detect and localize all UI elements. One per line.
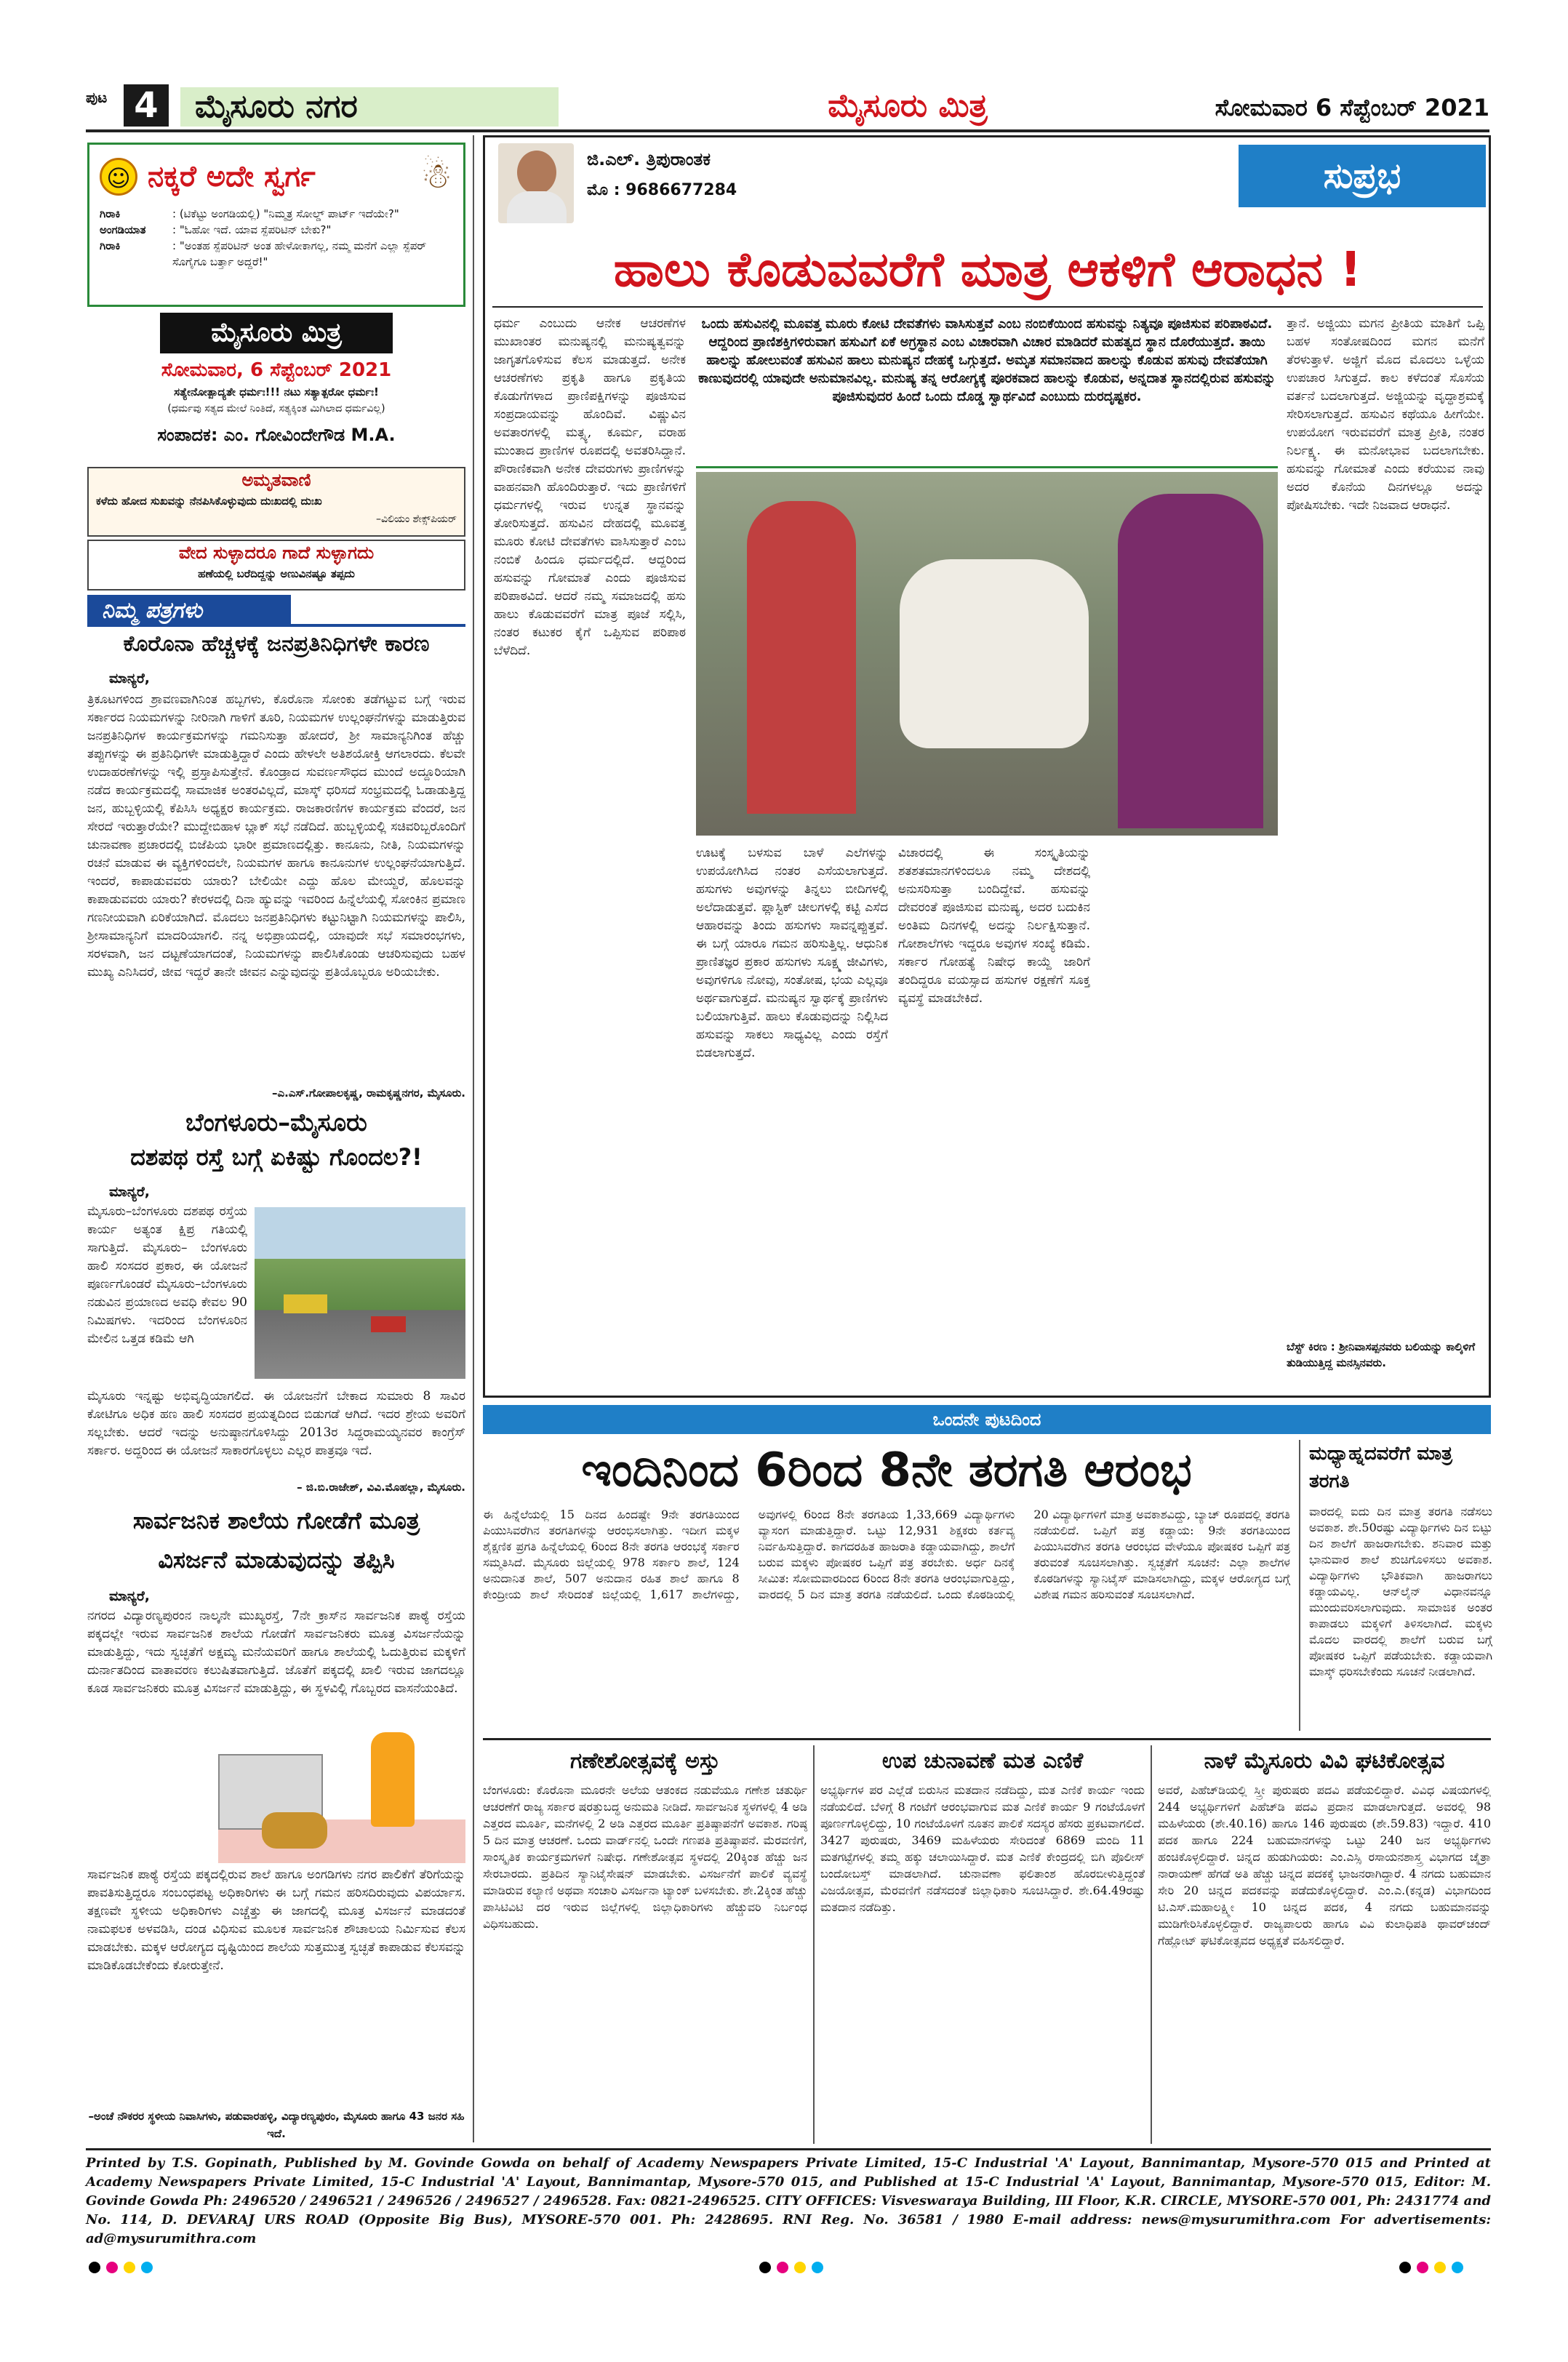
letter-salutation: ಮಾನ್ಯರೆ, [109,1184,150,1200]
letter-2 [87,1108,465,1501]
proverb-box [87,540,465,590]
feature-lead-rule [696,466,1278,468]
header-date: ಸೋಮವಾರ 6 ಸೆಪ್ಟೆಂಬರ್ 2021 [1215,94,1489,121]
midday-title: ಮಧ್ಯಾಹ್ನದವರೆಗೆ ಮಾತ್ರ ತರಗತಿ [1309,1443,1453,1492]
letter-title: ಸಾರ್ವಜನಿಕ ಶಾಲೆಯ ಗೋಡೆಗೆ ಮೂತ್ರ [132,1507,420,1534]
letter-signature: –ಅಂಚೆ ನೌಕರರ ಸ್ಥಳೀಯ ನಿವಾಸಿಗಳು, ಪಡುವಾರಹಳ್ಳಿ, ವಿದ್ಯಾರಣ್ಯಪುರಂ, ಮೈಸೂರು ಹಾಗೂ 43 ಜನರ ಸಹಿ ಇದೆ. [88,2110,465,2140]
feature-signature: ಬೆಸ್ಟ್ ಕಿರಣ : ಶ್ರೀನಿವಾಸಪ್ಪನವರು ಬಲಿಯನ್ನು ಕಾಲ್ಕಿಳಿಗೆ ತುಡಿಯುತ್ತಿದ್ದ ಮನಸ್ಸಿನವರು. [1287,1340,1476,1369]
letters-header: ನಿಮ್ಮ ಪತ್ರಗಳು [87,595,291,627]
print-dot [1452,2262,1463,2273]
print-dot [1399,2262,1411,2273]
proverb-title: ವೇದ ಸುಳ್ಳಾದರೂ ಗಾದೆ ಸುಳ್ಳಾಗದು [178,543,375,563]
page-label: ಪುಟ [86,89,108,106]
feature-headline: ಹಾಲು ಕೊಡುವವರೆಗೆ ಮಾತ್ರ ಆಕಳಿಗೆ ಆರಾಧನ ! [613,241,1362,297]
section-title: ಮೈಸೂರು ನಗರ [180,87,559,127]
brief-body: ಅವರೆ, ಪಿಹೆಚ್‌ಡಿಯಲ್ಲಿ ಸ್ತ್ರೀ ಪುರುಷರು ಪದವಿ ಪಡೆಯಲಿದ್ದಾರೆ. ವಿವಿಧ ವಿಷಯಗಳಲ್ಲಿ 244 ಅಭ್ಯರ್ಥಿಗಳಿಗೆ ಪಿಹೆಚ್‌ಡಿ ಪದವಿ ಪ್ರದಾನ ಮಾಡಲಾಗುತ್ತದೆ. ಅವರಲ್ಲಿ 98 ಮಹಿಳೆಯರು (ಶೇ.40.16) ಹಾಗೂ 146 ಪುರುಷರು (ಶೇ.59.83) ಇದ್ದಾರೆ. 410 ಪದಕ ಹಾಗೂ 224 ಬಹುಮಾನಗಳನ್ನು ಒಟ್ಟು 240 ಜನ ಅಭ್ಯರ್ಥಿಗಳು ಹಂಚಿಕೊಳ್ಳಲಿದ್ದಾರೆ. ಚಿನ್ನದ ಹುಡುಗಿಯರು: ಎಂ.ಎಸ್ಸಿ ರಸಾಯನಶಾಸ್ತ್ರ ವಿಭಾಗದ ಚೈತ್ರಾ ನಾರಾಯಣ್ ಹೆಗಡೆ ಅತಿ ಹೆಚ್ಚು ಚಿನ್ನದ ಪದಕಕ್ಕೆ ಭಾಜನರಾಗಿದ್ದಾರೆ. 4 ನಗದು ಬಹುಮಾನ ಸೇರಿ 20 ಚಿನ್ನದ ಪದಕವನ್ನು ಪಡೆದುಕೊಳ್ಳಲಿದ್ದಾರೆ. ಎಂ.ಎ.(ಕನ್ನಡ) ವಿಭಾಗದಿಂದ ಟಿ.ಎಸ್.ಮಹಾಲಕ್ಷ್ಮೀ 10 ಚಿನ್ನದ ಪದಕ, 4 ನಗದು ಬಹುಮಾನವನ್ನು ಮುಡಿಗೇರಿಸಿಕೊಳ್ಳಲಿದ್ದಾರೆ. ರಾಜ್ಯಪಾಲರು ಹಾಗೂ ವಿವಿ ಕುಲಾಧಿಪತಿ ಥಾವರ್‌ಚಂದ್ ಗೆಹ್ಲೋಟ್ ಘಟಿಕೋತ್ಸವದ ಅಧ್ಯಕ್ಷತೆ ವಹಿಸಲಿದ್ದಾರೆ. [1158,1783,1491,1947]
imprint-tagline-translation: (ಧರ್ಮವು ಸತ್ಯದ ಮೇಲೆ ನಿಂತಿದೆ, ಸತ್ಯಕ್ಕಿಂತ ಮಿಗಿಲಾದ ಧರ್ಮವಿಲ್ಲ) [167,403,385,415]
midday-box [1299,1440,1491,1731]
brief-title: ಉಪ ಚುನಾವಣೆ ಮತ ಎಣಿಕೆ [881,1748,1084,1774]
brief-body: ಬೆಂಗಳೂರು: ಕೊರೊನಾ ಮೂರನೇ ಅಲೆಯ ಆತಂಕದ ನಡುವೆಯೂ ಗಣೇಶ ಚತುರ್ಥಿ ಆಚರಣೆಗೆ ರಾಜ್ಯ ಸರ್ಕಾರ ಷರತ್ತುಬದ್ಧ ಅನುಮತಿ ನೀಡಿದೆ. ಸಾರ್ವಜನಿಕ ಸ್ಥಳಗಳಲ್ಲಿ 4 ಅಡಿ ಎತ್ತರದ ಮೂರ್ತಿ, ಮನೆಗಳಲ್ಲಿ 2 ಅಡಿ ಎತ್ತರದ ಮೂರ್ತಿ ಪ್ರತಿಷ್ಠಾಪನೆಗೆ ಅವಕಾಶ. ಗರಿಷ್ಠ 5 ದಿನ ಮಾತ್ರ ಆಚರಣೆ. ಒಂದು ವಾರ್ಡ್‌ನಲ್ಲಿ ಒಂದೇ ಗಣಪತಿ ಪ್ರತಿಷ್ಠಾಪನೆ. ಮೆರವಣಿಗೆ, ಸಾಂಸ್ಕೃತಿಕ ಕಾರ್ಯಕ್ರಮಗಳಿಗೆ ನಿಷೇಧ. ಗಣೇಶೋತ್ಸವ ಸ್ಥಳದಲ್ಲಿ 20ಕ್ಕಿಂತ ಹೆಚ್ಚು ಜನ ಸೇರಬಾರದು. ಪ್ರತಿದಿನ ಸ್ಯಾನಿಟೈಸೇಷನ್ ಮಾಡಬೇಕು. ವಿಸರ್ಜನೆಗೆ ಪಾಲಿಕೆ ವ್ಯವಸ್ಥೆ ಮಾಡಿರುವ ಕಲ್ಯಾಣಿ ಅಥವಾ ಸಂಚಾರಿ ವಿಸರ್ಜನಾ ಟ್ಯಾಂಕ್ ಬಳಸಬೇಕು. ಶೇ.2ಕ್ಕಿಂತ ಹೆಚ್ಚು ಪಾಸಿಟಿವಿಟಿ ದರ ಇರುವ ಜಿಲ್ಲೆಗಳಲ್ಲಿ ಜಿಲ್ಲಾಧಿಕಾರಿಗಳು ಹೆಚ್ಚುವರಿ ನಿರ್ಬಂಧ ವಿಧಿಸಬಹುದು. [483,1783,807,1931]
amrutavani-author: –ವಿಲಿಯಂ ಶೇಕ್ಸ್‌ಪಿಯರ್ [376,513,457,525]
ganesha-brief [483,1745,807,2144]
humor-speaker: ಗಿರಾಕಿ [100,207,121,220]
letter-3 [87,1507,465,2144]
registration-dots-left [86,2262,173,2279]
author-phone: ಮೊ : 9686677284 [587,181,737,199]
laugh-icon: ☺ [100,158,137,196]
page-header [86,84,1489,129]
letter-title: ಬೆಂಗಳೂರು–ಮೈಸೂರು [185,1108,367,1137]
imprint-tagline: ಸತ್ಯೇನೋತ್ಪಾದ್ಯತೇ ಧರ್ಮಃ!!! ನಟು ಸತ್ಯಾತ್ಪರೋ ಧರ್ಮಃ! [174,385,379,399]
cartoon-illustration [218,1725,465,1863]
letter-title-line2: ದಶಪಥ ರಸ್ತೆ ಬಗ್ಗೆ ಏಕಿಷ್ಟು ಗೊಂದಲ?! [130,1143,423,1171]
main-headline: ಇಂದಿನಿಂದ 6ರಿಂದ 8ನೇ ತರಗತಿ ಆರಂಭ [581,1444,1192,1497]
letter-signature: –ಎ.ಎಸ್.ಗೋಪಾಲಕೃಷ್ಣ, ರಾಮಕೃಷ್ಣನಗರ, ಮೈಸೂರು. [272,1086,465,1100]
humor-dialogue [100,206,456,305]
brief-title: ಗಣೇಶೋತ್ಸವಕ್ಕೆ ಅಸ್ತು [570,1748,720,1774]
convocation-brief [1158,1745,1491,2144]
feature-col-1: ಧರ್ಮ ಎಂಬುದು ಆನೇಕ ಆಚರಣೆಗಳ ಮುಖಾಂತರ ಮನುಷ್ಯನಲ್ಲಿ ಮನುಷ್ಯತ್ವವನ್ನು ಜಾಗೃತಗೊಳಿಸುವ ಕೆಲಸ ಮಾಡುತ್ತದೆ. ಅನೇಕ ಆಚರಣೆಗಳು ಪ್ರಕೃತಿ ಹಾಗೂ ಪ್ರಕೃತಿಯ ಕೊಡುಗೆಗಳಾದ ಪ್ರಾಣಿಪಕ್ಷಿಗಳನ್ನು ಪೂಜಿಸುವ ಸಂಪ್ರದಾಯವನ್ನು ಹೊಂದಿವೆ. ವಿಷ್ಣುವಿನ ಅವತಾರಗಳಲ್ಲಿ ಮತ್ಸ್ಯ, ಕೂರ್ಮ, ವರಾಹ ಮುಂತಾದ ಪ್ರಾಣಿಗಳ ರೂಪದಲ್ಲಿ ಅವತರಿಸಿದ್ದಾನೆ. ಪೌರಾಣಿಕವಾಗಿ ಅನೇಕ ದೇವರುಗಳು ಪ್ರಾಣಿಗಳನ್ನು ವಾಹನವಾಗಿ ಹೊಂದಿರುತ್ತಾರೆ. ಇದು ಪ್ರಾಣಿಗಳಿಗೆ ಧರ್ಮಗಳಲ್ಲಿ ಇರುವ ಉನ್ನತ ಸ್ಥಾನವನ್ನು ತೋರಿಸುತ್ತದೆ. ಹಸುವಿನ ದೇಹದಲ್ಲಿ ಮೂವತ್ತ ಮೂರು ಕೋಟಿ ದೇವತೆಗಳು ವಾಸಿಸುತ್ತಾರೆ ಎಂಬ ನಂಬಿಕೆ ಹಿಂದೂ ಧರ್ಮದಲ್ಲಿದೆ. ಆದ್ದರಿಂದ ಹಸುವನ್ನು ಗೋಮಾತೆ ಎಂದು ಪೂಜಿಸುವ ಪರಿಪಾಠವಿದೆ. ಆದರೆ ನಮ್ಮ ಸಮಾಜದಲ್ಲಿ ಹಸು ಹಾಲು ಕೊಡುವವರೆಗೆ ಮಾತ್ರ ಪೂಜೆ ಸಲ್ಲಿಸಿ, ನಂತರ ಕಟುಕರ ಕೈಗೆ ಒಪ್ಪಿಸುವ ಪರಿಪಾಠ ಬೆಳೆದಿದೆ. [494,316,686,658]
feature-col-3: ವಿಚಾರದಲ್ಲಿ ಈ ಸಂಸ್ಕೃತಿಯನ್ನು ಶತಶತಮಾನಗಳಿಂದಲೂ ನಮ್ಮ ದೇಶದಲ್ಲಿ ಅನುಸರಿಸುತ್ತಾ ಬಂದಿದ್ದೇವೆ. ಹಸುವನ್ನು ದೇವರಂತೆ ಪೂಜಿಸುವ ಮನುಷ್ಯ, ಅದರ ಬದುಕಿನ ಅಂತಿಮ ದಿನಗಳಲ್ಲಿ ಅದನ್ನು ನಿರ್ಲಕ್ಷಿಸುತ್ತಾನೆ. ಗೋಶಾಲೆಗಳು ಇದ್ದರೂ ಅವುಗಳ ಸಂಖ್ಯೆ ಕಡಿಮೆ. ಸರ್ಕಾರ ಗೋಹತ್ಯೆ ನಿಷೇಧ ಕಾಯ್ದೆ ಜಾರಿಗೆ ತಂದಿದ್ದರೂ ವಯಸ್ಸಾದ ಹಸುಗಳ ರಕ್ಷಣೆಗೆ ಸೂಕ್ತ ವ್ಯವಸ್ಥೆ ಮಾಡಬೇಕಿದೆ. [898,846,1090,1006]
print-dot [812,2262,823,2273]
print-dot [759,2262,771,2273]
feature-lead: ಒಂದು ಹಸುವಿನಲ್ಲಿ ಮೂವತ್ತ ಮೂರು ಕೋಟಿ ದೇವತೆಗಳು ವಾಸಿಸುತ್ತವೆ ಎಂಬ ನಂಬಿಕೆಯಿಂದ ಹಸುವನ್ನು ನಿತ್ಯವೂ ಪೂಜಿಸುವ ಪರಿಪಾಠವಿದೆ. ಆದ್ದರಿಂದ ಪ್ರಾಣಿಶಕ್ತಿಗಳಿರುವಾಗ ಹಸುವಿಗೆ ಏಕೆ ಅಗ್ರಸ್ಥಾನ ಎಂಬ ವಿಚಾರವಾಗಿ ವಿಚಾರ ಮಾಡಿದರೆ ಮಹತ್ವದ ಸ್ಥಾನ ದೊರೆಯುತ್ತದೆ. ತಾಯಿ ಹಾಲನ್ನು ಹೋಲುವಂತೆ ಹಸುವಿನ ಹಾಲು ಮನುಷ್ಯನ ದೇಹಕ್ಕೆ ಒಗ್ಗುತ್ತದೆ. ಅಮೃತ ಸಮಾನವಾದ ಹಾಲನ್ನು ಕೊಡುವ ಹಸುವು ದೇವತೆಯಾಗಿ ಕಾಣುವುದರಲ್ಲಿ ಯಾವುದೇ ಅನುಮಾನವಿಲ್ಲ. ಮನುಷ್ಯ ತನ್ನ ಆರೋಗ್ಯಕ್ಕೆ ಪೂರಕವಾದ ಹಾಲನ್ನು ಕೊಡುವ, ಅನ್ನದಾತ ಸ್ಥಾನದಲ್ಲಿರುವ ಹಸುವನ್ನು ಪೂಜಿಸುವುದರ ಹಿಂದೆ ಒಂದು ದೊಡ್ಡ ಸ್ವಾರ್ಥವಿದೆ ಎಂಬುದು ದುರದೃಷ್ಟಕರ. [698,316,1276,404]
author-name: ಜಿ.ಎಲ್. ತ್ರಿಪುರಾಂತಕ [587,149,711,169]
humor-text: : "ಅಂತಹ ಸ್ಪೆಪರಿಟಿನ್ ಅಂತ ಹೇಳೋಕಾಗಲ್ಲ, ನಮ್ಮ ಮನೆಗೆ ಎಲ್ಲಾ ಸ್ಪೆಪರ್ ಸೊಗೈಗೂ ಬರ್ತ್ತಾ ಅದ್ದರೆ!" [172,239,427,268]
main-story-body: ಈ ಹಿನ್ನೆಲೆಯಲ್ಲಿ 15 ದಿನದ ಹಿಂದಷ್ಟೇ 9ನೇ ತರಗತಿಯಿಂದ ಪಿಯುಸಿವರೆಗಿನ ತರಗತಿಗಳನ್ನು ಆರಂಭಿಸಲಾಗಿತ್ತು. ಇದೀಗ ಮಕ್ಕಳ ಶೈಕ್ಷಣಿಕ ಪ್ರಗತಿ ಹಿನ್ನೆಲೆಯಲ್ಲಿ 6ರಿಂದ 8ನೇ ತರಗತಿ ಆರಂಭಕ್ಕೆ ಸರ್ಕಾರ ಸಮ್ಮತಿಸಿದೆ. ಮೈಸೂರು ಜಿಲ್ಲೆಯಲ್ಲಿ 978 ಸರ್ಕಾರಿ ಶಾಲೆ, 124 ಅನುದಾನಿತ ಶಾಲೆ, 507 ಅನುದಾನ ರಹಿತ ಶಾಲೆ ಹಾಗೂ 8 ಕೇಂದ್ರೀಯ ಶಾಲೆ ಸೇರಿದಂತೆ ಜಿಲ್ಲೆಯಲ್ಲಿ 1,617 ಶಾಲೆಗಳಿದ್ದು, ಅವುಗಳಲ್ಲಿ 6ರಿಂದ 8ನೇ ತರಗತಿಯ 1,33,669 ವಿದ್ಯಾರ್ಥಿಗಳು ವ್ಯಾಸಂಗ ಮಾಡುತ್ತಿದ್ದಾರೆ. ಒಟ್ಟು 12,931 ಶಿಕ್ಷಕರು ಕರ್ತವ್ಯ ನಿರ್ವಹಿಸುತ್ತಿದ್ದಾರೆ. ಕಾಗದರಹಿತ ಹಾಜರಾತಿ ಕಡ್ಡಾಯವಾಗಿದ್ದು, ಶಾಲೆಗೆ ಬರುವ ಮಕ್ಕಳು ಪೋಷಕರ ಒಪ್ಪಿಗೆ ಪತ್ರ ತರಬೇಕು. ಅರ್ಧ ದಿನಕ್ಕೆ ಸೀಮಿತ: ಸೋಮವಾರದಿಂದ 6ರಿಂದ 8ನೇ ತರಗತಿ ಆರಂಭವಾಗುತ್ತಿದ್ದು, ವಾರದಲ್ಲಿ 5 ದಿನ ಮಾತ್ರ ತರಗತಿ ನಡೆಯಲಿದೆ. ಒಂದು ಕೊಠಡಿಯಲ್ಲಿ 20 ವಿದ್ಯಾರ್ಥಿಗಳಿಗೆ ಮಾತ್ರ ಅವಕಾಶವಿದ್ದು, ಬ್ಯಾಚ್ ರೂಪದಲ್ಲಿ ತರಗತಿ ನಡೆಯಲಿದೆ. ಒಪ್ಪಿಗೆ ಪತ್ರ ಕಡ್ಡಾಯ: 9ನೇ ತರಗತಿಯಿಂದ ಪಿಯುಸಿವರೆಗಿನ ತರಗತಿ ಆರಂಭದ ವೇಳೆಯೂ ಪೋಷಕರ ಒಪ್ಪಿಗೆ ಪತ್ರ ತರುವಂತೆ ಸೂಚಿಸಲಾಗಿತ್ತು. ಸ್ವಚ್ಛತೆಗೆ ಸೂಚನೆ: ಎಲ್ಲಾ ಶಾಲೆಗಳ ಕೊಠಡಿಗಳನ್ನು ಸ್ಯಾನಿಟೈಸ್ ಮಾಡಿಸಲಾಗಿದ್ದು, ಮಕ್ಕಳ ಆರೋಗ್ಯದ ಬಗ್ಗೆ ವಿಶೇಷ ಗಮನ ಹರಿಸುವಂತೆ ಸೂಚಿಸಲಾಗಿದೆ. [483,1508,1290,1601]
feature-col-2: ಊಟಕ್ಕೆ ಬಳಸುವ ಬಾಳೆ ಎಲೆಗಳನ್ನು ಉಪಯೋಗಿಸಿದ ನಂತರ ಎಸೆಯಲಾಗುತ್ತದೆ. ಹಸುಗಳು ಅವುಗಳನ್ನು ತಿನ್ನಲು ಬೀದಿಗಳಲ್ಲಿ ಅಲೆದಾಡುತ್ತವೆ. ಪ್ಲಾಸ್ಟಿಕ್ ಚೀಲಗಳಲ್ಲಿ ಕಟ್ಟಿ ಎಸೆದ ಆಹಾರವನ್ನು ತಿಂದು ಹಸುಗಳು ಸಾವನ್ನಪ್ಪುತ್ತವೆ. ಈ ಬಗ್ಗೆ ಯಾರೂ ಗಮನ ಹರಿಸುತ್ತಿಲ್ಲ. ಆಧುನಿಕ ಪ್ರಾಣಿತಜ್ಞರ ಪ್ರಕಾರ ಹಸುಗಳು ಸೂಕ್ಷ್ಮ ಜೀವಿಗಳು, ಅವುಗಳಿಗೂ ನೋವು, ಸಂತೋಷ, ಭಯ ಎಲ್ಲವೂ ಅರ್ಥವಾಗುತ್ತದೆ. ಮನುಷ್ಯನ ಸ್ವಾರ್ಥಕ್ಕೆ ಪ್ರಾಣಿಗಳು ಬಲಿಯಾಗುತ್ತಿವೆ. ಹಾಲು ಕೊಡುವುದನ್ನು ನಿಲ್ಲಿಸಿದ ಹಸುವನ್ನು ಸಾಕಲು ಸಾಧ್ಯವಿಲ್ಲ ಎಂದು ರಸ್ತೆಗೆ ಬಿಡಲಾಗುತ್ತದೆ. [696,846,888,1060]
continued-banner: ಒಂದನೇ ಪುಟದಿಂದ [483,1405,1491,1434]
author-photo [498,143,574,223]
registration-dots-center [756,2262,844,2279]
letter-signature: – ಜಿ.ಬಿ.ರಾಜೇಶ್, ವಿವಿ.ಮೊಹಲ್ಲಾ, ಮೈಸೂರು. [297,1481,465,1494]
column-divider [473,135,474,2142]
masthead: ಮೈಸೂರು ಮಿತ್ರ [828,87,988,124]
amrutavani-text: ಕಳೆದು ಹೋದ ಸುಖವನ್ನು ನೆನಪಿಸಿಕೊಳ್ಳುವುದು ದುಃಖದಲ್ಲಿ ದುಃಖ [96,495,322,508]
letter-body-top: ನಗರದ ವಿದ್ಯಾರಣ್ಯಪುರಂನ ನಾಲ್ಕನೇ ಮುಖ್ಯರಸ್ತೆ, 7ನೇ ಕ್ರಾಸ್‌ನ ಸಾರ್ವಜನಿಕ ಪಾಠ್ಯೆ ರಸ್ತೆಯ ಪಕ್ಕದಲ್ಲೇ ಇರುವ ಸಾರ್ವಜನಿಕ ಶಾಲೆಯ ಗೋಡೆಗೆ ಸಾರ್ವಜನಿಕರು ಮೂತ್ರ ವಿಸರ್ಜನೆಯನ್ನು ಮಾಡುತ್ತಿದ್ದು, ಇದು ಸ್ವಚ್ಛತೆಗೆ ಅಕ್ಷಮ್ಯ ಮನೆಯವರಿಗೆ ಹಾಗೂ ಶಾಲೆಯಲ್ಲಿ ಓದುತ್ತಿರುವ ಮಕ್ಕಳಿಗೆ ದುರ್ನಾತದಿಂದ ವಾತಾವರಣ ಕಲುಷಿತವಾಗುತ್ತಿದೆ. ಜೊತೆಗೆ ಪಕ್ಕದಲ್ಲಿ ಖಾಲಿ ಇರುವ ಜಾಗದಲ್ಲೂ ಕೂಡ ಸಾರ್ವಜನಿಕರು ಮೂತ್ರ ವಿಸರ್ಜನೆ ಮಾಡುತ್ತಿದ್ದು, ಈ ಸ್ಥಳವಿಲ್ಲಿ ಗೊಬ್ಬರದ ವಾಸನೆಯಂತಿದೆ. [87,1609,465,1696]
letter-body-bottom: ಮೈಸೂರು ಇನ್ನಷ್ಟು ಅಭಿವೃದ್ಧಿಯಾಗಲಿದೆ. ಈ ಯೋಜನೆಗೆ ಬೇಕಾದ ಸುಮಾರು 8 ಸಾವಿರ ಕೋಟಿಗೂ ಅಧಿಕ ಹಣ ಹಾಲಿ ಸಂಸದರ ಪ್ರಯತ್ನದಿಂದ ಬಿಡುಗಡೆ ಆಗಿದೆ. ಇದರ ಶ್ರೇಯ ಅವರಿಗೆ ಸಲ್ಲಬೇಕು. ಆದರೆ ಇದನ್ನು ಅನುಷ್ಠಾನಗೊಳಿಸಿದ್ದು 2013ರ ಸಿದ್ದರಾಮಯ್ಯನವರ ಕಾಂಗ್ರೆಸ್ ಸರ್ಕಾರ. ಅದ್ದರಿಂದ ಈ ಯೋಜನೆ ಸಾಕಾರಗೊಳ್ಳಲು ಎಲ್ಲರ ಪಾತ್ರವೂ ಇದೆ. [87,1389,465,1458]
letter-body-bottom: ಸಾರ್ವಜನಿಕ ಪಾಠ್ಯೆ ರಸ್ತೆಯ ಪಕ್ಕದಲ್ಲಿರುವ ಶಾಲೆ ಹಾಗೂ ಅಂಗಡಿಗಳು ನಗರ ಪಾಲಿಕೆಗೆ ತೆರಿಗೆಯನ್ನು ಪಾವತಿಸುತ್ತಿದ್ದರೂ ಸಂಬಂಧಪಟ್ಟ ಅಧಿಕಾರಿಗಳು ಈ ಬಗ್ಗೆ ಗಮನ ಹರಿಸದಿರುವುದು ವಿಪರ್ಯಾಸ. ತಕ್ಷಣವೇ ಸ್ಥಳೀಯ ಅಧಿಕಾರಿಗಳು ಎಚ್ಚೆತ್ತು ಈ ಜಾಗದಲ್ಲಿ ಮೂತ್ರ ವಿಸರ್ಜನೆ ಮಾಡದಂತೆ ನಾಮಫಲಕ ಅಳವಡಿಸಿ, ದಂಡ ವಿಧಿಸುವ ಮೂಲಕ ಸಾರ್ವಜನಿಕ ಶೌಚಾಲಯ ನಿರ್ಮಿಸುವ ಕೆಲಸ ಮಾಡಬೇಕು. ಮಕ್ಕಳ ಆರೋಗ್ಯದ ದೃಷ್ಟಿಯಿಂದ ಶಾಲೆಯ ಸುತ್ತಮುತ್ತ ಸ್ವಚ್ಛತೆ ಕಾಪಾಡುವ ಕೆಲಸವನ್ನು ಮಾಡಿಕೊಡಬೇಕೆಂದು ಕೋರುತ್ತೇನೆ. [87,1867,465,1973]
brief-divider [813,1745,815,2144]
print-dot [777,2262,788,2273]
byelection-brief [820,1745,1145,2144]
footer-rule [86,2148,1491,2150]
briefs-rule [483,1738,1491,1740]
highway-photo [255,1207,465,1379]
brief-body: ಅಭ್ಯರ್ಥಿಗಳ ಪರ ಎಲ್ಲೆಡೆ ಬಿರುಸಿನ ಮತದಾನ ನಡೆದಿದ್ದು, ಮತ ಎಣಿಕೆ ಕಾರ್ಯ ಇಂದು ನಡೆಯಲಿದೆ. ಬೆಳಿಗ್ಗೆ 8 ಗಂಟೆಗೆ ಆರಂಭವಾಗುವ ಮತ ಎಣಿಕೆ ಕಾರ್ಯ 9 ಗಂಟೆಯೊಳಗೆ ಪೂರ್ಣಗೊಳ್ಳಲಿದ್ದು, 10 ಗಂಟೆಯೊಳಗೆ ನೂತನ ಪಾಲಿಕೆ ಸದಸ್ಯರ ಹೆಸರು ಪ್ರಕಟವಾಗಲಿದೆ. 3427 ಪುರುಷರು, 3469 ಮಹಿಳೆಯರು ಸೇರಿದಂತೆ 6869 ಮಂದಿ 11 ಮತಗಟ್ಟೆಗಳಲ್ಲಿ ತಮ್ಮ ಹಕ್ಕು ಚಲಾಯಿಸಿದ್ದಾರೆ. ಮತ ಎಣಿಕೆ ಕೇಂದ್ರದಲ್ಲಿ ಬಿಗಿ ಪೊಲೀಸ್ ಬಂದೋಬಸ್ತ್ ಮಾಡಲಾಗಿದೆ. ಚುನಾವಣಾ ಫಲಿತಾಂಶ ಹೊರಬೀಳುತ್ತಿದ್ದಂತೆ ವಿಜಯೋತ್ಸವ, ಮೆರವಣಿಗೆ ನಡೆಸದಂತೆ ಜಿಲ್ಲಾಧಿಕಾರಿ ಸೂಚಿಸಿದ್ದಾರೆ. ಶೇ.64.49ರಷ್ಟು ಮತದಾನ ನಡೆದಿತ್ತು. [820,1783,1145,1914]
midday-body: ವಾರದಲ್ಲಿ ಐದು ದಿನ ಮಾತ್ರ ತರಗತಿ ನಡೆಸಲು ಅವಕಾಶ. ಶೇ.50ರಷ್ಟು ವಿದ್ಯಾರ್ಥಿಗಳು ದಿನ ಬಿಟ್ಟು ದಿನ ಶಾಲೆಗೆ ಹಾಜರಾಗಬೇಕು. ಶನಿವಾರ ಮತ್ತು ಭಾನುವಾರ ಶಾಲೆ ಶುಚಿಗೊಳಿಸಲು ಅವಕಾಶ. ವಿದ್ಯಾರ್ಥಿಗಳು ಭೌತಿಕವಾಗಿ ಹಾಜರಾಗಲು ಕಡ್ಡಾಯವಿಲ್ಲ. ಆನ್‌ಲೈನ್ ವಿಧಾನವನ್ನೂ ಮುಂದುವರಿಸಲಾಗುವುದು. ಸಾಮಾಜಿಕ ಅಂತರ ಕಾಪಾಡಲು ಮಕ್ಕಳಿಗೆ ತಿಳಿಸಲಾಗಿದೆ. ಮಕ್ಕಳು ಮೊದಲ ವಾರದಲ್ಲಿ ಶಾಲೆಗೆ ಬರುವ ಬಗ್ಗೆ ಪೋಷಕರ ಒಪ್ಪಿಗೆ ಪಡೆಯಬೇಕು. ಕಡ್ಡಾಯವಾಗಿ ಮಾಸ್ಕ್ ಧರಿಸಬೇಕೆಂದು ಸೂಚನೆ ನೀಡಲಾಗಿದೆ. [1309,1505,1492,1678]
imprint-editor: ಸಂಪಾದಕ: ಎಂ. ಗೋವಿಂದೇಗೌಡ M.A. [157,425,396,445]
footer-imprint: Printed by T.S. Gopinath, Published by M. Govinde Gowda on behalf of Academy Newspapers Private Limited, 15-C Industrial 'A' Layout, Bannimantap, Mysore-570 015 and Printed at Academy Newspapers Private Limited, 15-C Industrial 'A' Layout, Bannimantap, Mysore-570 015, and Published at 15-C Industrial 'A' Layout, Bannimantap, Mysore-570 015, Editor: M. Govinde Gowda Ph: 2496520 / 2496521 / 2496526 / 2496527 / 2496528. Fax: 0821-2496525. CITY OFFICES: Visveswaraya Building, III Floor, K.R. CIRCLE, MYSORE-570 001, Ph: 2431774 and No. 114, D. DEVARAJ URS ROAD (Opposite Big Bus), MYSORE-570 001. Ph: 2428695. RNI Reg. No. 36581 / 1980 E-mail address: news@mysurumithra.com For advertisements: ad@mysurumithra.com [86,2155,1491,2246]
letter-body: ತ್ರಿಕೂಟಗಳಿಂದ ಶ್ರಾವಣವಾಗಿನಿಂತ ಹಬ್ಬಗಳು, ಕೊರೊನಾ ಸೋಂಕು ತಡೆಗಟ್ಟುವ ಬಗ್ಗೆ ಇರುವ ಸರ್ಕಾರದ ನಿಯಮಗಳನ್ನು ನೀರಿನಾಗಿ ಗಾಳಿಗೆ ತೂರಿ, ನಿಯಮಗಳ ಉಲ್ಲಂಘನೆಗಳನ್ನು ಮಾಡುತ್ತಿರುವ ಜನಪ್ರತಿನಿಧಿಗಳ ಕಾರ್ಯಕ್ರಮಗಳನ್ನು ಗಮನಿಸುತ್ತಾ ಹೋದರೆ, ಶ್ರೀ ಸಾಮಾನ್ಯನಿಗಿಂತ ಹೆಚ್ಚು ತಪ್ಪುಗಳನ್ನು ಈ ಪ್ರತಿನಿಧಿಗಳೇ ಮಾಡುತ್ತಿದ್ದಾರೆ ಎಂದು ಹೇಳಲೇ ಅತಿಶಯೋಕ್ತಿ ಆಗಲಾರದು. ಕೆಲವೇ ಉದಾಹರಣೆಗಳನ್ನು ಇಲ್ಲಿ ಪ್ರಸ್ತಾಪಿಸುತ್ತೇನೆ. ಕೊಂಡ್ರಾದ ಸುವರ್ಣಸೌಧದ ಮುಂದೆ ಅದ್ದೂರಿಯಾಗಿ ನಡೆದ ಕಾರ್ಯಕ್ರಮದಲ್ಲಿ ಸಾಮಾಜಿಕ ಅಂತರವಿಲ್ಲದೆ, ಮಾಸ್ಕ್ ಧರಿಸದೆ ಸಂಭ್ರಮದಲ್ಲಿ ಓಡಾಡುತ್ತಿದ್ದ ಜನ, ಹುಬ್ಬಳ್ಳಿಯಲ್ಲಿ ಕೆಪಿಸಿಸಿ ಅಧ್ಯಕ್ಷರ ಕಾರ್ಯಕ್ರಮ. ರಾಜಕಾರಣಿಗಳ ಕಾರ್ಯಕ್ರಮ ವೆಂದರೆ, ಜನ ಸೇರದೆ ಇರುತ್ತಾರೆಯೇ? ಮುದ್ದೇಬಿಹಾಳ ಬ್ಲಾಕ್‌ ಸಭೆ ನಡೆದಿದೆ. ಹುಬ್ಬಳ್ಳಿಯಲ್ಲಿ ಸಚಿವರಿಬ್ಬರೊಂದಿಗೆ ಚುನಾವಣಾ ಪ್ರಚಾರದಲ್ಲಿ ಬಿಜೆಪಿಯ ಭಾರೀ ಪ್ರಮಾಣದಲ್ಲಿತ್ತು. ಕಾನೂನು, ನೀತಿ, ನಿಯಮಗಳನ್ನು ರಚನೆ ಮಾಡುವ ಈ ವ್ಯಕ್ತಿಗಳಿಂದಲೇ, ನಿಯಮಗಳ ಹಾಗೂ ಕಾನೂನುಗಳ ಉಲ್ಲಂಘನೆಯಾಗುತ್ತಿದೆ. ಇಂದರೆ, ಕಾಪಾಡುವವರು ಯಾರು? ಬೇಲಿಯೇ ಎದ್ದು ಹೊಲ ಮೇಯ್ದರೆ, ಹೊಲವನ್ನು ಕಾಪಾಡುವವರು ಯಾರು? ಕೇರಳದಲ್ಲಿ ದಿನಾ ಹ್ಯುವನ್ನು ಇವರಿಂದ ಹಿನ್ನೆಲೆಯಲ್ಲಿ ಸೋಂಕಿನ ಪ್ರಮಾಣ ಗಣನೀಯವಾಗಿ ಏರಿಕೆಯಾಗಿದೆ. ಮೊದಲು ಜನಪ್ರತಿನಿಧಿಗಳು ಕಟ್ಟುನಿಟ್ಟಾಗಿ ನಿಯಮಗಳನ್ನು ಪಾಲಿಸಿ, ಶ್ರೀಸಾಮಾನ್ಯನಿಗೆ ಮಾದರಿಯಾಗಲಿ. ನನ್ನ ಅಭಿಪ್ರಾಯದಲ್ಲಿ, ಯಾವುದೇ ಸಭೆ ಸಮಾರಂಭಗಳು, ಸರಳವಾಗಿ, ಜನ ದಟ್ಟಣೆಯಾಗದಂತೆ, ನಿಯಮಗಳನ್ನು ಪಾಲಿಸಿಕೊಂಡು ಆಚರಿಸುವುದು ಬಹಳ ಮುಖ್ಯ ಎನಿಸಿದರೆ, ಜೀವ ಇದ್ದರೆ ತಾನೇ ಜೀವನ ಎನ್ನುವುದನ್ನು ಪ್ರತಿಯೊಬ್ಬರೂ ಅರಿಯಬೇಕು. [87,692,465,980]
humor-text: : (ಟಿಕೆಟ್ಟು ಅಂಗಡಿಯಲ್ಲಿ) "ನಿಮ್ಮತ್ರ ಸೋಲ್ಡ್ ಪಾರ್ಟ್ ಇದೆಯೇ?" [172,207,399,220]
imprint-logo: ಮೈಸೂರು ಮಿತ್ರ [160,313,393,353]
column-name: ಸುಪ್ರಭ [1239,145,1486,207]
amrutavani-title: ಅಮೃತವಾಣಿ [241,470,311,490]
humor-text: : "ಓಹೋ ಇದೆ. ಯಾವ ಸ್ಪೆಪರಿಟಿನ್ ಬೇಕು?" [172,223,332,236]
print-dot [1434,2262,1446,2273]
print-dot [794,2262,806,2273]
brief-divider [1151,1745,1152,2144]
feature-box [483,135,1491,1398]
page-number: 4 [124,84,169,127]
imprint-date: ಸೋಮವಾರ, 6 ಸೆಪ್ಟೆಂಬರ್ 2021 [161,359,392,381]
headline-rule [492,306,1483,308]
humor-speaker: ಗಿರಾಕಿ [100,239,121,252]
print-dot [1417,2262,1428,2273]
brief-title: ನಾಳೆ ಮೈಸೂರು ವಿವಿ ಘಟಿಕೋತ್ಸವ [1204,1748,1445,1774]
feature-col-4: ತ್ತಾನೆ. ಅಜ್ಜಿಯು ಮಗನ ಪ್ರೀತಿಯ ಮಾತಿಗೆ ಒಪ್ಪಿ ಬಹಳ ಸಂತೋಷದಿಂದ ಮಗನ ಮನೆಗೆ ತೆರಳುತ್ತಾಳೆ. ಅಜ್ಜಿಗೆ ಮೊದ ಮೊದಲು ಒಳ್ಳೆಯ ಉಪಚಾರ ಸಿಗುತ್ತದೆ. ಕಾಲ ಕಳೆದಂತೆ ಸೊಸೆಯ ವರ್ತನೆ ಬದಲಾಗುತ್ತದೆ. ಅಜ್ಜಿಯನ್ನು ವೃದ್ಧಾಶ್ರಮಕ್ಕೆ ಸೇರಿಸಲಾಗುತ್ತದೆ. ಹಸುವಿನ ಕಥೆಯೂ ಹೀಗೆಯೇ. ಉಪಯೋಗ ಇರುವವರೆಗೆ ಮಾತ್ರ ಪ್ರೀತಿ, ನಂತರ ನಿರ್ಲಕ್ಷ್ಯ. ಈ ಮನೋಭಾವ ಬದಲಾಗಬೇಕು. ಹಸುವನ್ನು ಗೋಮಾತೆ ಎಂದು ಕರೆಯುವ ನಾವು ಅದರ ಕೊನೆಯ ದಿನಗಳಲ್ಲೂ ಅದನ್ನು ಪೋಷಿಸಬೇಕು. ಇದೇ ನಿಜವಾದ ಆರಾಧನೆ. [1287,316,1484,513]
letter-title: ಕೊರೊನಾ ಹೆಚ್ಚಳಕ್ಕೆ ಜನಪ್ರತಿನಿಧಿಗಳೇ ಕಾರಣ [123,631,430,657]
cow-worship-photo [696,472,1278,836]
humor-speaker: ಅಂಗಡಿಯಾತ [100,223,146,236]
humor-title: ನಕ್ಕರೆ ಅದೇ ಸ್ವರ್ಗ [148,160,316,193]
amrutavani-box [87,467,465,537]
letter-body-top: ಮೈಸೂರು–ಬೆಂಗಳೂರು ದಶಪಥ ರಸ್ತೆಯ ಕಾರ್ಯ ಅತ್ಯಂತ ಕ್ಷಿಪ್ರ ಗತಿಯಲ್ಲಿ ಸಾಗುತ್ತಿದೆ. ಮೈಸೂರು– ಬೆಂಗಳೂರು ಹಾಲಿ ಸಂಸದರ ಪ್ರಕಾರ, ಈ ಯೋಜನೆ ಪೂರ್ಣಗೊಂಡರೆ ಮೈಸೂರು–ಬೆಂಗಳೂರು ನಡುವಿನ ಪ್ರಯಾಣದ ಅವಧಿ ಕೇವಲ 90 ನಿಮಿಷಗಳು. ಇದರಿಂದ ಬೆಂಗಳೂರಿನ ಮೇಲಿನ ಒತ್ತಡ ಕಡಿಮೆ ಆಗಿ [87,1204,247,1346]
print-dot [141,2262,153,2273]
print-dot [124,2262,135,2273]
print-dot [89,2262,100,2273]
letter-salutation: ಮಾನ್ಯರೆ, [109,1588,150,1604]
header-rule [86,129,1489,132]
print-dot [106,2262,118,2273]
letter-title-line2: ವಿಸರ್ಜನೆ ಮಾಡುವುದನ್ನು ತಪ್ಪಿಸಿ [158,1546,395,1574]
letters-header-rule [291,624,465,627]
imprint-box [87,313,465,465]
letter-1 [87,630,465,1105]
registration-dots-right [1396,2262,1484,2279]
scarecrow-icon: ☃ [420,156,452,196]
humor-box [87,143,465,307]
letter-salutation: ಮಾನ್ಯರೆ, [109,670,150,686]
proverb-text: ಹಣೆಯಲ್ಲಿ ಬರೆದಿದ್ದನ್ನು ಅಣುವಿನಷ್ಟೂ ತಪ್ಪದು [198,567,355,580]
